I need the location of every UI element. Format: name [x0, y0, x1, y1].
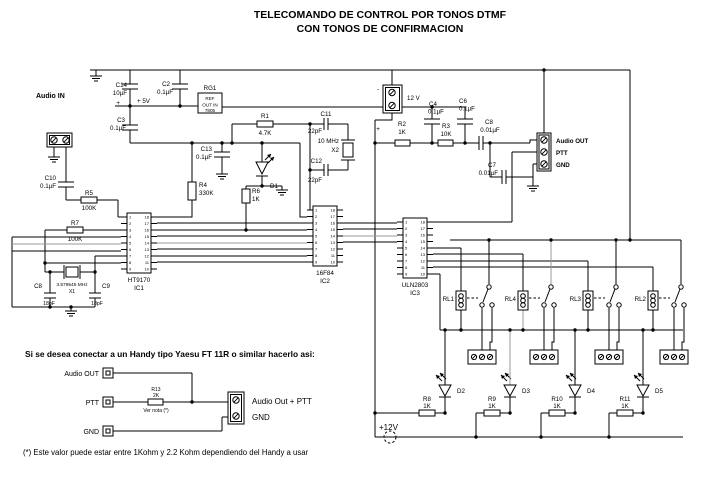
terminal-screw-slot [542, 138, 546, 142]
junction-dot [641, 411, 644, 414]
c4-val: 0.1µF [428, 108, 444, 116]
ic1-pin-number: 4 [129, 234, 132, 240]
junction-dot [487, 238, 490, 241]
junction-dot [521, 328, 524, 331]
ic3-pin-number: 11 [420, 265, 425, 271]
d3-ref: D3 [522, 388, 530, 395]
ic3-pin-number: 1 [405, 219, 408, 225]
rg1-ref: RG1 [203, 85, 217, 92]
indicator-led-symbol [569, 385, 581, 396]
r8-val: 1K [423, 403, 431, 410]
junction-dot [488, 141, 491, 144]
schematic-graphics [12, 68, 688, 443]
relay-coil-loop [586, 298, 591, 303]
c4-ref: C4 [429, 101, 437, 108]
terminal-screw-slot [550, 355, 553, 358]
ic3-pin-number: 12 [420, 258, 425, 264]
rg1-part: 7805 [204, 108, 216, 113]
d1-ref: D1 [270, 183, 278, 190]
c9-ref: C9 [102, 283, 110, 290]
terminal-screw-slot [607, 355, 610, 358]
x2-crystal-body [343, 143, 353, 157]
handy-section-footnote: (*) Este valor puede estar entre 1Kohm y 2.2 Kohm dependiendo del Handy a usar [23, 448, 309, 457]
r6-ref: R6 [252, 188, 260, 195]
indicator-led-symbol [637, 385, 649, 396]
ic1-ref-label: IC1 [134, 285, 144, 292]
junction-dot [260, 141, 263, 144]
ic2-pin-number: 8 [315, 253, 318, 259]
terminal-screw-slot [480, 355, 483, 358]
terminal-screw-slot [672, 355, 675, 358]
junction-dot [308, 168, 311, 171]
c13-val: 0.1µF [196, 154, 212, 161]
ic2-pin-number: 1 [315, 207, 318, 213]
ic1-pin-number: 5 [129, 240, 132, 246]
junction-dot [220, 141, 223, 144]
r5-body [81, 197, 97, 203]
r3-val: 10K [440, 131, 452, 138]
r13-val: 2K [152, 393, 160, 399]
terminal-screw-slot [542, 355, 545, 358]
ic1-pin-number: 14 [144, 240, 149, 246]
terminal-screw-slot [472, 355, 475, 358]
ic3-pin-number: 10 [420, 271, 425, 277]
r13-ref: R13 [151, 387, 161, 393]
c7-ref: C7 [488, 162, 496, 169]
c12-val: 22pF [307, 177, 322, 184]
wire [530, 140, 537, 143]
c3-val: 0.1µF [110, 125, 126, 132]
relay-coil-loop [459, 294, 464, 299]
junction-dot [373, 141, 376, 144]
ic2-pin-number: 15 [330, 227, 335, 233]
minus-12v: - [376, 86, 380, 93]
ic2-pin-number: 3 [315, 220, 318, 226]
ic2-pin-number: 18 [330, 207, 335, 213]
r7-body [67, 227, 83, 233]
relay-coil-loop [586, 303, 591, 308]
r5-val: 100K [81, 205, 97, 212]
junction-dot [190, 141, 193, 144]
r6-val: 1K [252, 196, 260, 203]
indicator-led-symbol [504, 385, 516, 396]
r4-val: 330K [199, 190, 214, 197]
c9-val: 18pF [91, 301, 103, 307]
x2-val: 10 MHz [317, 138, 339, 145]
junction-dot [128, 104, 131, 107]
r9-val: 1K [488, 403, 496, 410]
handy-out-combined-label: Audio Out + PTT [252, 397, 312, 406]
audio-in-label: Audio IN [36, 93, 65, 100]
wire [682, 308, 684, 350]
c8-ref: C8 [34, 283, 42, 290]
relay-contact [490, 303, 494, 307]
x2-ref: X2 [331, 147, 339, 154]
ic3-part-label: ULN2803 [401, 282, 429, 289]
plus12v-bottom: +12V [379, 423, 398, 432]
ic2-pin-number: 5 [315, 233, 318, 239]
plus-12v: + [376, 126, 380, 133]
ic1-pin-number: 10 [144, 266, 149, 272]
junction-dot [586, 328, 589, 331]
ic1-pin-number: 16 [144, 227, 149, 233]
relay-coil-loop [651, 303, 656, 308]
relay-contact [549, 285, 553, 289]
junction-dot [539, 435, 542, 438]
rl2-ref: RL2 [634, 296, 646, 303]
ic1-part-label: HT9170 [127, 277, 151, 284]
ic1-pin-number: 11 [144, 260, 149, 266]
wire [483, 289, 488, 302]
rg1-pin-ref: REF [205, 96, 215, 101]
junction-dot [48, 270, 51, 273]
ic3-pin-number: 8 [405, 265, 408, 271]
handy-gnd-pin-inner [106, 429, 110, 433]
ic1-pin-number: 7 [129, 253, 132, 259]
c10-val: 0.1µF [40, 183, 56, 190]
r8-body [419, 410, 435, 416]
ic2-pin-number: 12 [330, 246, 335, 252]
ic2-pin-number: 16 [330, 220, 335, 226]
junction-dot [244, 228, 247, 231]
terminal-screw-slot [599, 355, 602, 358]
c14-val: 10µF [112, 90, 127, 97]
ic3-pin-number: 4 [405, 239, 408, 245]
handy-audio-out-pin [103, 368, 113, 378]
junction-dot [463, 141, 466, 144]
relay-contact [607, 303, 611, 307]
terminal-screw-slot [64, 138, 68, 142]
handy-audio-out-label: Audio OUT [64, 371, 99, 378]
relay-coil-loop [651, 294, 656, 299]
r2-ref: R2 [398, 121, 406, 128]
ic3-ref-label: IC3 [410, 290, 420, 297]
junction-dot [430, 141, 433, 144]
junction-dot [93, 270, 96, 273]
r1-ref: R1 [261, 113, 269, 120]
rl3-ref: RL3 [569, 296, 581, 303]
junction-dot [43, 261, 46, 264]
d1-led-symbol [256, 162, 268, 174]
d4-ref: D4 [587, 388, 595, 395]
ic1-pin-number: 9 [129, 266, 132, 272]
ic3-pin-number: 5 [405, 245, 408, 251]
ic2-pin-number: 2 [315, 214, 318, 220]
wire [490, 308, 492, 350]
handy-out-gnd-label: GND [252, 413, 270, 422]
rl1-ref: RL1 [442, 296, 454, 303]
ic1-pin-number: 1 [129, 214, 132, 220]
junction-dot [443, 328, 446, 331]
terminal-screw-slot [390, 91, 394, 95]
relay-coil-loop [586, 294, 591, 299]
r4-ref: R4 [199, 182, 207, 189]
terminal-screw-slot [534, 355, 537, 358]
ground-symbol [48, 157, 60, 162]
conn-audio-out-label: Audio OUT [556, 138, 589, 145]
wire [545, 289, 550, 302]
c14-ref: C14 [115, 82, 127, 89]
junction-dot [373, 411, 376, 414]
junction-dot [459, 328, 462, 331]
ic2-pin-number: 17 [330, 214, 335, 220]
d2-ref: D2 [457, 388, 465, 395]
c10-ref: C10 [44, 175, 56, 182]
wire [552, 308, 554, 350]
r3-ref: R3 [442, 123, 450, 130]
junction-dot [190, 400, 193, 403]
ic1-pin-number: 2 [129, 221, 132, 227]
c11-ref: C11 [320, 111, 332, 118]
relay-contact [617, 303, 621, 307]
ic3-pin-number: 17 [420, 226, 425, 232]
relay-coil-loop [521, 303, 526, 308]
junction-dot [641, 328, 644, 331]
handy-ptt-label: PTT [85, 400, 99, 407]
r10-ref: R10 [551, 396, 563, 403]
ic1-pin-number: 18 [144, 214, 149, 220]
c8b-val: 0.01µF [480, 127, 500, 134]
terminal-screw-slot [680, 355, 683, 358]
terminal-screw-slot [542, 162, 546, 166]
wire [675, 289, 680, 302]
c2-ref: C2 [162, 81, 170, 88]
junction-dot [474, 435, 477, 438]
relay-contact [542, 303, 546, 307]
junction-dot [573, 411, 576, 414]
ic3-pin-number: 13 [420, 252, 425, 258]
ic1-pin-number: 15 [144, 234, 149, 240]
ic2-pin-number: 14 [330, 233, 335, 239]
r11-val: 1K [621, 403, 629, 410]
terminal-screw-slot [664, 355, 667, 358]
ic3-pin-number: 2 [405, 226, 408, 232]
ic2-pin-number: 6 [315, 240, 318, 246]
ic3-pin-number: 9 [405, 271, 408, 277]
handy-section-heading: Si se desea conectar a un Handy tipo Yaesu FT 11R o similar hacerlo asi: [25, 349, 315, 359]
r8-ref: R8 [423, 396, 431, 403]
junction-dot [69, 305, 72, 308]
handy-ptt-pin-inner [106, 400, 110, 404]
r10-val: 1K [553, 403, 561, 410]
relay-coil-loop [521, 294, 526, 299]
ic3-pin-number: 7 [405, 258, 408, 264]
r2-body [395, 140, 410, 146]
x1-crystal-body [66, 267, 78, 277]
rg1-pin-out-in: OUT IN [202, 102, 218, 108]
ic3-pin-number: 16 [420, 232, 425, 238]
c11-val: 22pF [307, 128, 322, 135]
ic3-pin-number: 15 [420, 239, 425, 245]
relay-coil-loop [651, 298, 656, 303]
ground-symbol [276, 190, 288, 195]
c8b-ref: C8 [485, 119, 493, 126]
handy-gnd-label: GND [83, 429, 99, 436]
wire [375, 113, 392, 120]
wire [610, 289, 615, 302]
c2-val: 0.1µF [157, 89, 173, 96]
ic1-pin-number: 13 [144, 247, 149, 253]
wire [157, 200, 192, 217]
c6-val: 0.1µF [459, 105, 475, 113]
x1-val: 3.579545 MHz [56, 283, 88, 288]
junction-dot [542, 68, 545, 71]
relay-contact [682, 303, 686, 307]
handy-terminal-inner [231, 395, 242, 422]
conn-ptt-label: PTT [556, 150, 568, 157]
r13-body [148, 399, 163, 405]
c6-ref: C6 [459, 98, 467, 105]
handy-audio-out-pin-inner [106, 371, 110, 375]
rl4-ref: RL4 [504, 296, 516, 303]
ic2-pin-number: 11 [330, 253, 335, 259]
r7-ref: R7 [71, 220, 79, 227]
ic2-ref-label: IC2 [320, 278, 330, 285]
handy-ptt-pin [103, 397, 113, 407]
ic2-pin-number: 10 [330, 259, 335, 265]
terminal-screw-slot [615, 355, 618, 358]
ic2-pin-number: 13 [330, 240, 335, 246]
ground-symbol [90, 76, 102, 81]
r3-body [438, 140, 453, 146]
ground-symbol [216, 174, 228, 179]
junction-dot [443, 411, 446, 414]
r6-body [242, 189, 250, 203]
ic2-pin-number: 4 [315, 227, 318, 233]
schematic-title-line2: CON TONOS DE CONFIRMACION [296, 23, 464, 35]
ic1-pin-number: 6 [129, 247, 132, 253]
r1-body [257, 121, 273, 127]
r9-ref: R9 [488, 396, 496, 403]
wire [300, 143, 307, 217]
junction-dot [178, 104, 181, 107]
junction-dot [573, 328, 576, 331]
junction-dot [260, 184, 263, 187]
handy-gnd-pin [103, 426, 113, 436]
c7-val: 0.01µF [478, 170, 498, 177]
relay-contact [672, 303, 676, 307]
relay-contact [614, 285, 618, 289]
ic3-pin-number: 14 [420, 245, 425, 251]
junction-dot [508, 328, 511, 331]
relay-coil-loop [459, 303, 464, 308]
ic2-pin-number: 7 [315, 246, 318, 252]
junction-dot [308, 122, 311, 125]
rail-5v-label: + 5V [137, 98, 150, 105]
d5-ref: D5 [655, 388, 663, 395]
schematic-title-line1: TELECOMANDO DE CONTROL POR TONOS DTMF [253, 9, 507, 21]
ic1-pin-number: 17 [144, 221, 149, 227]
terminal-screw-slot [52, 138, 56, 142]
c13-ref: C13 [200, 146, 212, 153]
ic3-pin-number: 3 [405, 232, 408, 238]
relay-contact [679, 285, 683, 289]
terminal-screw-slot [390, 104, 394, 108]
r9-body [484, 410, 500, 416]
c12-ref: C12 [310, 158, 322, 165]
wire [310, 170, 313, 210]
r5-ref: R5 [85, 190, 93, 197]
ground-symbol [65, 311, 77, 316]
label-12v: 12 V [407, 95, 420, 102]
relay-coil-loop [459, 298, 464, 303]
r11-ref: R11 [619, 396, 631, 403]
relay-contact [552, 303, 556, 307]
ic2-part-label: 16F84 [316, 270, 334, 277]
r7-val: 100K [67, 236, 83, 243]
r4-body [188, 182, 196, 200]
terminal-screw-slot [488, 355, 491, 358]
r11-body [617, 410, 633, 416]
ground-symbol [527, 186, 539, 191]
junction-dot [607, 435, 610, 438]
relay-coil-loop [521, 298, 526, 303]
r2-val: 1K [398, 129, 406, 136]
terminal-screw-slot [542, 150, 546, 154]
ic3-pin-number: 18 [420, 219, 425, 225]
r1-val: 4.7K [258, 130, 272, 137]
junction-dot [628, 238, 631, 241]
c8-val: 18pF [43, 301, 55, 307]
ic1-pin-number: 3 [129, 227, 132, 233]
12v-terminal-inner [386, 88, 400, 111]
wire [617, 308, 619, 350]
indicator-led-symbol [439, 385, 451, 396]
x1-ref: X1 [68, 289, 76, 295]
conn-gnd-label: GND [556, 162, 570, 169]
junction-dot [651, 328, 654, 331]
r13-note: Ver nota (*) [143, 408, 169, 414]
terminal-screw-slot [234, 414, 238, 418]
relay-contact [480, 303, 484, 307]
relay-contact [487, 285, 491, 289]
ic1-pin-number: 8 [129, 260, 132, 266]
terminal-screw-slot [234, 398, 238, 402]
c14-plus: + [116, 100, 120, 107]
junction-dot [230, 141, 233, 144]
ic1-pin-number: 12 [144, 253, 149, 259]
c3-ref: C3 [117, 117, 125, 124]
junction-dot [549, 238, 552, 241]
ic3-pin-number: 6 [405, 252, 408, 258]
r10-body [549, 410, 565, 416]
junction-dot [614, 238, 617, 241]
junction-dot [508, 411, 511, 414]
ic2-pin-number: 9 [315, 259, 318, 265]
